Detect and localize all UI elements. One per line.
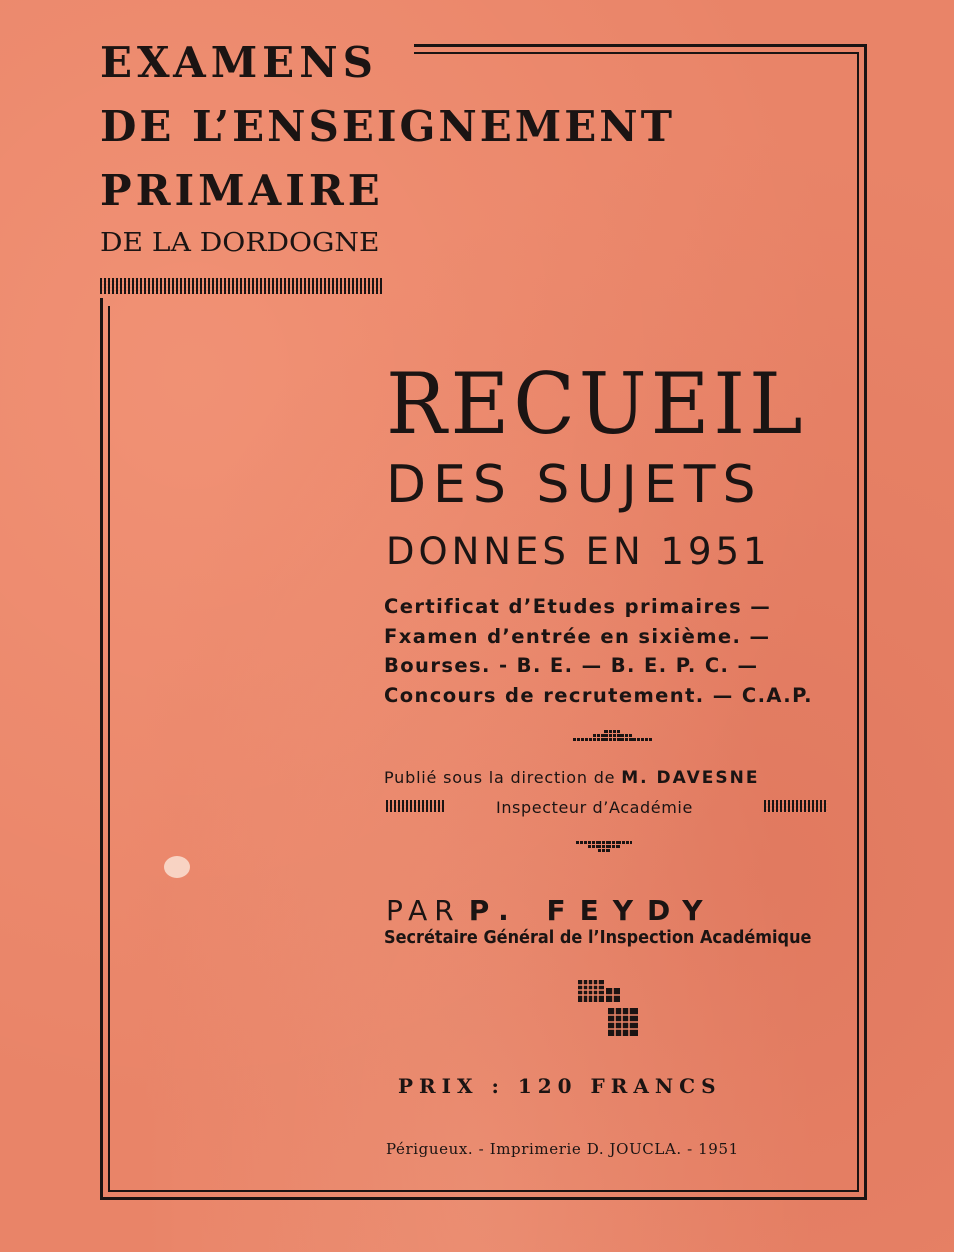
author-name: P. FEYDY	[468, 894, 717, 927]
header-enseignement: DE L’ENSEIGNEMENT	[100, 102, 675, 151]
title-des-sujets: DES SUJETS	[386, 455, 763, 515]
header-dordogne: DE LA DORDOGNE	[100, 228, 380, 258]
author-line	[386, 894, 716, 927]
exam-line: Bourses. - B. E. — B. E. P. C. —	[384, 654, 759, 677]
frame-top-inner	[414, 52, 859, 54]
exams-list	[384, 592, 813, 710]
header-primaire: PRIMAIRE	[100, 166, 384, 215]
author-role: Secrétaire Général de l’Inspection Académique	[384, 928, 812, 948]
frame-bottom-inner	[108, 1190, 859, 1192]
header-examens: EXAMENS	[100, 38, 378, 87]
ornament-chevron-top	[572, 728, 652, 744]
direction-prefix: Publié sous la direction de	[384, 768, 616, 787]
exam-line: Certificat d’Etudes primaires —	[384, 595, 772, 618]
exam-line: Concours de recrutement. — C.A.P.	[384, 683, 813, 707]
title-recueil: RECUEIL	[386, 355, 807, 453]
exam-line: Fxamen d’entrée en sixième. —	[384, 624, 771, 648]
paper-stain	[164, 856, 190, 878]
title-donnes-en-1951: DONNES EN 1951	[386, 530, 771, 573]
frame-right-outer	[864, 44, 867, 1200]
frame-bottom-outer	[100, 1197, 867, 1200]
frame-left-inner	[108, 306, 110, 1192]
dotted-bar-right	[764, 800, 828, 812]
author-par: PAR	[386, 894, 461, 927]
ornament-blocks	[578, 980, 640, 1036]
price: PRIX : 120 FRANCS	[398, 1074, 722, 1098]
frame-top-outer	[414, 44, 867, 47]
director-title: Inspecteur d’Académie	[496, 798, 693, 817]
direction-line	[384, 768, 759, 788]
frame-right-inner	[857, 52, 859, 1192]
ornament-chevron-middle	[576, 840, 632, 854]
imprint: Périgueux. - Imprimerie D. JOUCLA. - 1951	[386, 1140, 739, 1158]
frame-left-outer	[100, 298, 103, 1200]
dotted-bar-left	[386, 800, 444, 812]
director-name: M. DAVESNE	[621, 768, 760, 788]
header-dotted-bar	[100, 278, 382, 294]
